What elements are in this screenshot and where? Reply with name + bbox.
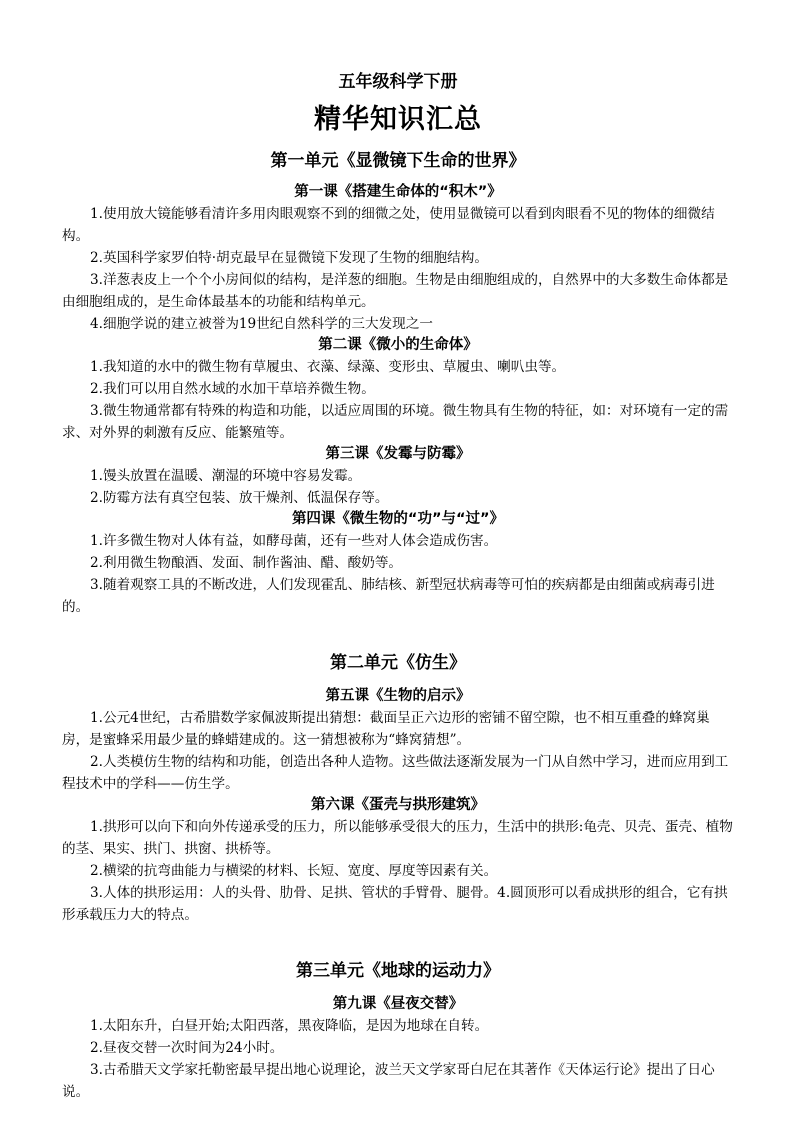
lesson-section [62, 182, 734, 335]
lesson-title: 第五课《生物的启示》 [325, 688, 471, 704]
document-subtitle: 五年级科学下册 [338, 72, 458, 92]
lesson-section [62, 444, 734, 509]
unit-section [62, 650, 734, 926]
knowledge-item: 1.拱形可以向下和向外传递承受的压力，所以能够承受很大的压力，生活中的拱形:龟壳、贝壳、蛋壳、植物的茎、果实、拱门、拱窗、拱桥等。 [62, 819, 733, 857]
document-title: 精华知识汇总 [314, 104, 482, 135]
knowledge-item: 3.微生物通常都有特殊的构造和功能，以适应周围的环境。微生物具有生物的特征，如：对环境有一定的需求、对外界的刺激有反应、能繁殖等。 [62, 403, 729, 441]
unit-title: 第三单元《地球的运动力》 [296, 961, 500, 981]
knowledge-item: 3.人体的拱形运用：人的头骨、肋骨、足拱、管状的手臂骨、腿骨。4.圆顶形可以看成拱形的组合，它有拱形承载压力大的特点。 [62, 885, 728, 923]
lesson-section [62, 795, 734, 926]
knowledge-item: 2.我们可以用自然水域的水加干草培养微生物。 [90, 381, 375, 397]
lesson-title: 第二课《微小的生命体》 [318, 337, 478, 353]
knowledge-item: 4.细胞学说的建立被誉为19世纪自然科学的三大发现之一 [90, 316, 433, 332]
lesson-section [62, 509, 734, 618]
knowledge-item: 3.随着观察工具的不断改进，人们发现霍乱、肺结核、新型冠状病毒等可怕的疾病都是由细菌或病毒引进的。 [62, 577, 715, 615]
knowledge-item: 1.许多微生物对人体有益，如酵母菌，还有一些对人体会造成伤害。 [90, 533, 498, 549]
knowledge-item: 2.防霉方法有真空包装、放干燥剂、低温保存等。 [90, 490, 389, 506]
lesson-title: 第四课《微生物的“功”与“过”》 [291, 511, 505, 527]
unit-title: 第二单元《仿生》 [330, 653, 466, 673]
knowledge-item: 1.太阳东升，白昼开始;太阳西落，黑夜降临，是因为地球在自转。 [90, 1018, 489, 1034]
lesson-section [62, 686, 734, 795]
knowledge-item: 2.利用微生物酿酒、发面、制作酱油、醋、酸奶等。 [90, 555, 403, 571]
knowledge-item: 3.洋葱表皮上一个个小房间似的结构，是洋葱的细胞。生物是由细胞组成的，自然界中的大多数生命体都是由细胞组成的，是生命体最基本的功能和结构单元。 [62, 272, 729, 310]
knowledge-item: 2.人类模仿生物的结构和功能，创造出各种人造物。这些做法逐渐发展为一门从自然中学习，进而应用到工程技术中的学科——仿生学。 [62, 754, 729, 792]
lesson-section [62, 994, 734, 1103]
document-page [62, 68, 734, 1103]
lesson-title: 第九课《昼夜交替》 [332, 996, 464, 1012]
knowledge-item: 1.公元4世纪，古希腊数学家佩波斯提出猜想：截面呈正六边形的密铺不留空隙，也不相互重叠的蜂窝巢房，是蜜蜂采用最少量的蜂蜡建成的。这一猜想被称为“蜂窝猜想”。 [62, 710, 710, 748]
lesson-title: 第三课《发霉与防霉》 [325, 446, 471, 462]
knowledge-item: 2.昼夜交替一次时间为24小时。 [90, 1040, 284, 1056]
knowledge-item: 2.横梁的抗弯曲能力与横梁的材料、长短、宽度、厚度等因素有关。 [90, 863, 498, 879]
unit-section [62, 958, 734, 1103]
lesson-title: 第六课《蛋壳与拱形建筑》 [311, 797, 485, 813]
knowledge-item: 3.古希腊天文学家托勒密最早提出地心说理论，波兰天文学家哥白尼在其著作《天体运行论》提出了日心说。 [62, 1062, 715, 1100]
unit-section [62, 148, 734, 618]
knowledge-item: 2.英国科学家罗伯特·胡克最早在显微镜下发现了生物的细胞结构。 [90, 250, 488, 266]
lesson-section [62, 335, 734, 444]
knowledge-item: 1.馒头放置在温暖、潮湿的环境中容易发霉。 [90, 468, 362, 484]
unit-title: 第一单元《显微镜下生命的世界》 [270, 151, 526, 171]
knowledge-item: 1.我知道的水中的微生物有草履虫、衣藻、绿藻、变形虫、草履虫、喇叭虫等。 [90, 359, 566, 375]
lesson-title: 第一课《搭建生命体的“积木”》 [294, 184, 502, 200]
knowledge-item: 1.使用放大镜能够看清许多用肉眼观察不到的细微之处，使用显微镜可以看到肉眼看不见的物体的细微结构。 [62, 206, 715, 244]
